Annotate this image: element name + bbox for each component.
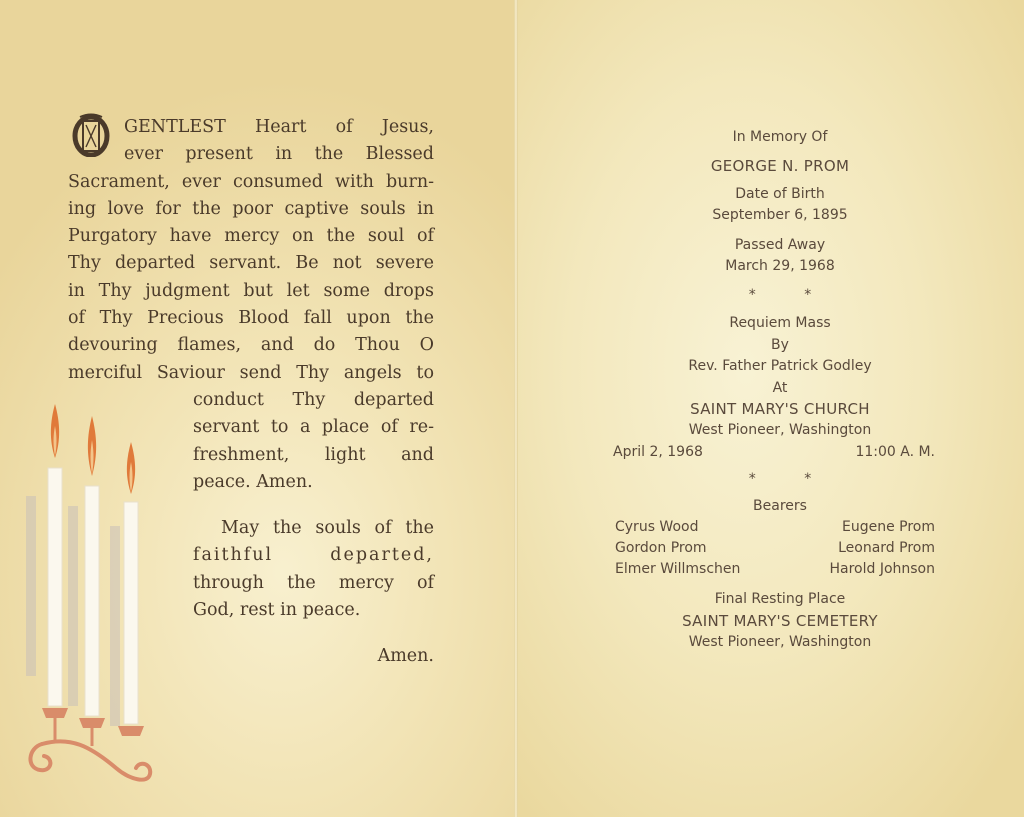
mass-date: April 2, 1968: [613, 444, 703, 460]
prayer-line: Sacrament, ever consumed with burn-: [68, 171, 434, 192]
memory-heading: In Memory Of: [732, 129, 828, 145]
officiant: Rev. Father Patrick Godley: [688, 358, 872, 374]
prayer-line: conduct Thy departed: [193, 389, 434, 410]
bearers-row: [615, 517, 935, 538]
mass-time: 11:00 A. M.: [855, 444, 935, 460]
cemetery-location: West Pioneer, Washington: [688, 634, 872, 650]
prayer-line: Thy departed servant. Be not severe: [68, 253, 434, 274]
prayer-line: servant to a place of re-: [193, 417, 434, 438]
bearer-name: Cyrus Wood: [615, 519, 699, 535]
bearers-row: [615, 538, 935, 559]
prayer-line: ing love for the poor captive souls in: [68, 198, 434, 219]
bearers-row: [615, 559, 935, 589]
closing-line: God, rest in peace.: [193, 600, 361, 621]
by-label: By: [771, 337, 789, 353]
church-name: SAINT MARY'S CHURCH: [690, 400, 870, 418]
bearers-label: Bearers: [753, 498, 807, 514]
prayer-amen: Amen.: [377, 646, 434, 667]
church-location: West Pioneer, Washington: [688, 422, 872, 438]
prayer-line: freshment, light and: [193, 444, 434, 465]
separator-stars: * *: [748, 471, 834, 487]
mass-label: Requiem Mass: [729, 315, 831, 331]
bearer-name: Eugene Prom: [841, 519, 935, 535]
cemetery-name: SAINT MARY'S CEMETERY: [682, 612, 878, 630]
prayer-line: GENTLEST Heart of Jesus,: [124, 117, 434, 137]
birth-label: Date of Birth: [735, 186, 825, 202]
prayer-line: devouring flames, and do Thou O: [68, 335, 434, 356]
prayer-line: ever present in the Blessed: [124, 144, 434, 165]
prayer-line: peace. Amen.: [193, 471, 313, 492]
death-date: March 29, 1968: [725, 258, 835, 274]
candles-illustration: [20, 396, 170, 806]
bearer-name: Elmer Willmschen: [615, 561, 741, 577]
death-label: Passed Away: [734, 237, 826, 253]
prayer-line: of Thy Precious Blood fall upon the: [68, 308, 434, 329]
bearer-name: Gordon Prom: [615, 540, 707, 556]
bearer-name: Leonard Prom: [838, 540, 935, 556]
memorial-panel: [518, 0, 1024, 817]
bearer-name: Harold Johnson: [829, 561, 935, 577]
mass-date-time: [613, 441, 935, 467]
deceased-name: GEORGE N. PROM: [710, 157, 850, 175]
resting-label: Final Resting Place: [714, 591, 846, 607]
separator-stars: * *: [748, 287, 834, 303]
at-label: At: [772, 380, 788, 396]
prayer-line: merciful Saviour send Thy angels to: [68, 362, 434, 383]
birth-date: September 6, 1895: [712, 207, 848, 223]
prayer-line: Purgatory have mercy on the soul of: [68, 226, 434, 247]
closing-line: May the souls of the: [221, 518, 434, 539]
prayer-line: in Thy judgment but let some drops: [68, 280, 434, 301]
closing-line: faithful departed,: [193, 545, 434, 566]
memorial-text: [613, 126, 935, 653]
closing-line: through the mercy of: [193, 572, 434, 593]
